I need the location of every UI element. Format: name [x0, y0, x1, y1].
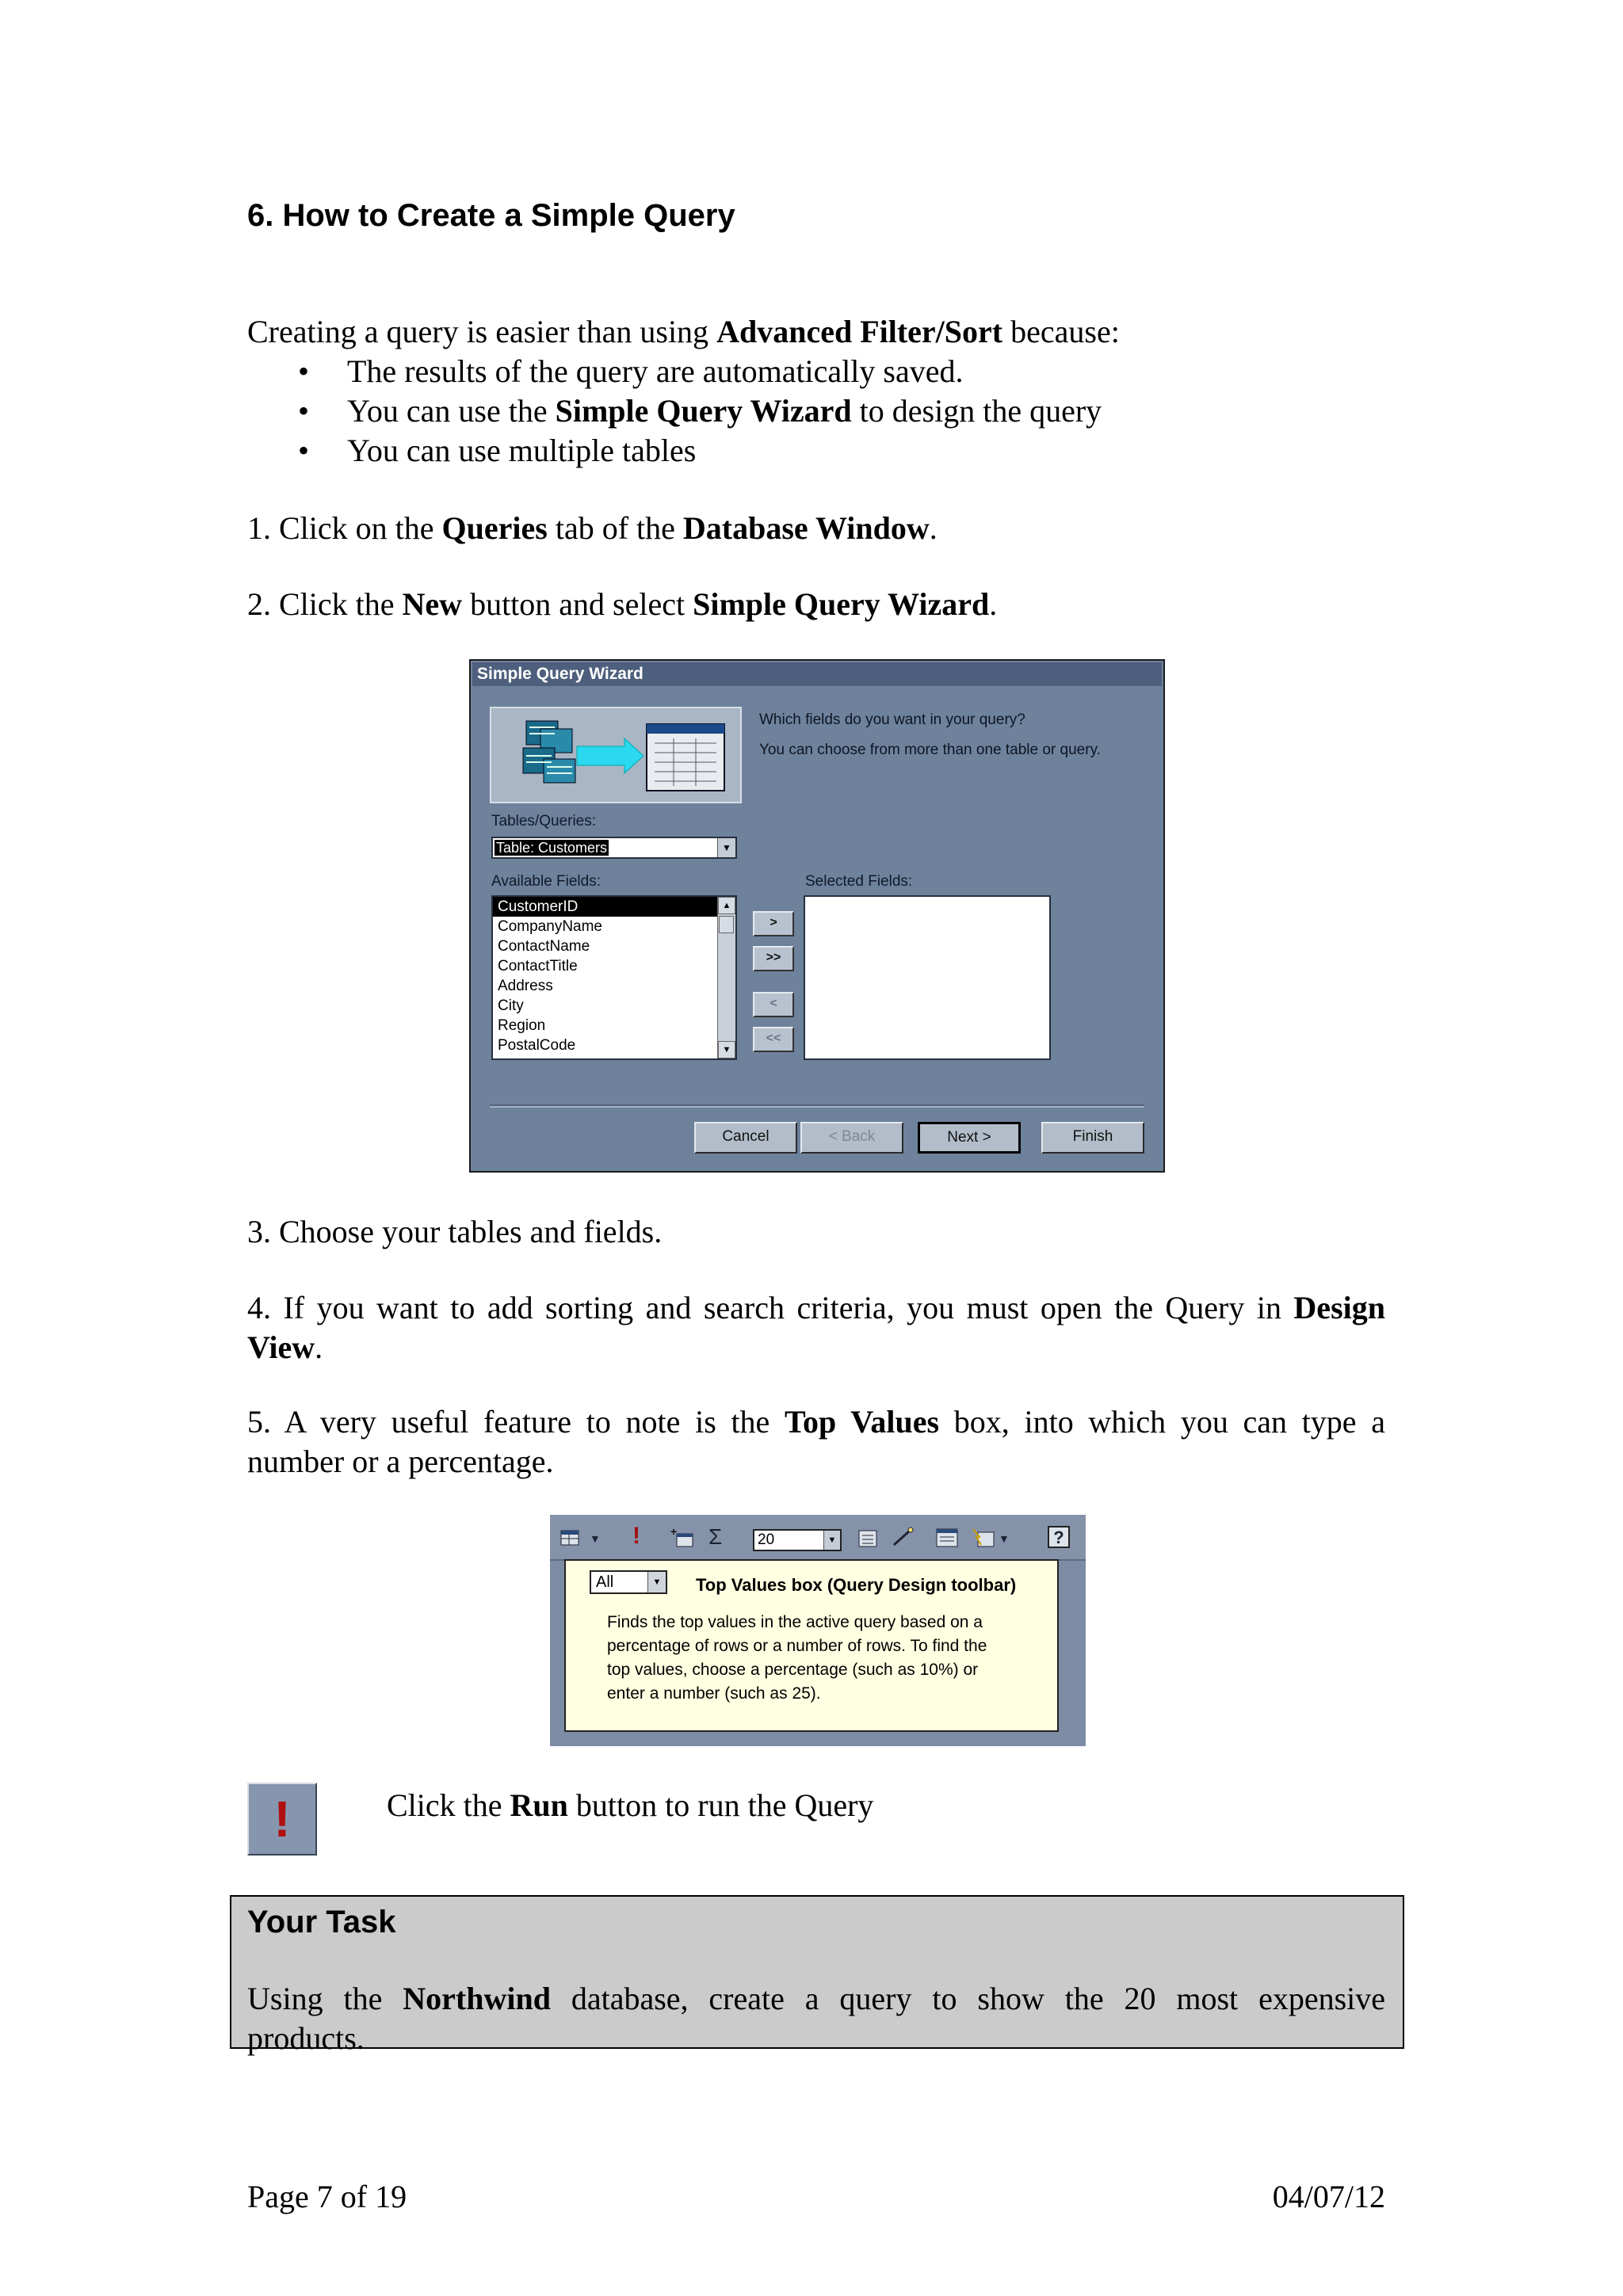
run-bold: Run — [510, 1787, 568, 1823]
tooltip-combo — [590, 1570, 667, 1594]
database-window-icon[interactable] — [934, 1526, 960, 1550]
step-5 — [247, 1402, 1385, 1482]
step-bold: Queries — [441, 510, 548, 546]
step-text: button and select — [462, 586, 693, 622]
step-text: box, into which you can type a — [939, 1404, 1385, 1440]
list-item[interactable]: PostalCode — [498, 1037, 576, 1054]
step-3: 3. Choose your tables and fields. — [247, 1214, 663, 1249]
add-field-button[interactable]: > — [753, 911, 794, 936]
step-bold: View — [247, 1329, 315, 1365]
available-fields-list[interactable] — [491, 895, 737, 1060]
step-text: 1. Click on the — [247, 510, 442, 546]
feature-list — [247, 352, 1102, 471]
list-item — [247, 352, 1102, 391]
tables-to-query-icon — [491, 708, 740, 802]
scroll-thumb[interactable] — [719, 916, 734, 933]
chevron-down-icon[interactable]: ▼ — [717, 838, 735, 857]
wizard-prompt-1: Which fields do you want in your query? — [759, 711, 1025, 728]
chevron-down-icon[interactable]: ▼ — [823, 1531, 840, 1550]
list-item[interactable]: Address — [498, 978, 553, 994]
dialog-title: Simple Query Wizard — [472, 662, 1162, 686]
tooltip-line: percentage of rows or a number of rows. To find the — [607, 1637, 987, 1655]
tooltip-line: top values, choose a percentage (such as 10%) or — [607, 1661, 979, 1679]
list-item-text: You can use multiple tables — [347, 433, 697, 468]
available-fields-label: Available Fields: — [491, 873, 601, 890]
scroll-down-icon[interactable]: ▼ — [718, 1041, 735, 1058]
query-design-toolbar-figure — [550, 1515, 1086, 1746]
step-5-line-1 — [247, 1402, 1385, 1442]
scroll-up-icon[interactable]: ▲ — [718, 897, 735, 914]
top-values-combo[interactable] — [753, 1529, 842, 1551]
step-text: . — [315, 1329, 323, 1365]
totals-icon[interactable]: Σ — [708, 1524, 723, 1549]
step-2 — [247, 585, 997, 624]
chevron-down-icon[interactable]: ▼ — [590, 1532, 601, 1545]
list-item-bold: Simple Query Wizard — [555, 393, 852, 429]
remove-field-button[interactable]: < — [753, 992, 794, 1017]
query-design-toolbar — [550, 1515, 1086, 1561]
list-item[interactable]: CustomerID — [493, 897, 735, 917]
show-table-icon[interactable] — [669, 1526, 696, 1550]
scrollbar[interactable] — [717, 897, 735, 1058]
intro-bold: Advanced Filter/Sort — [716, 314, 1003, 349]
build-icon[interactable] — [889, 1526, 916, 1550]
step-bold: Simple Query Wizard — [693, 586, 990, 622]
task-bold: Northwind — [403, 1981, 551, 2016]
list-item — [247, 391, 1102, 431]
run-instruction — [387, 1786, 873, 1825]
selected-fields-label: Selected Fields: — [805, 873, 913, 890]
run-icon: ! — [273, 1791, 291, 1848]
page-date: 04/07/12 — [1272, 2179, 1385, 2214]
tooltip-title: Top Values box (Query Design toolbar) — [696, 1575, 1017, 1595]
cancel-button[interactable]: Cancel — [694, 1122, 797, 1154]
step-bold: Top Values — [785, 1404, 940, 1440]
step-text: 2. Click the — [247, 586, 403, 622]
tooltip-combo-value: All — [596, 1573, 614, 1591]
page-number: Page 7 of 19 — [247, 2179, 407, 2214]
step-text: tab of the — [547, 510, 683, 546]
list-item[interactable]: ContactTitle — [498, 958, 578, 974]
add-all-fields-button[interactable]: >> — [753, 946, 794, 971]
run-icon[interactable]: ! — [632, 1523, 640, 1549]
list-item[interactable]: ContactName — [498, 938, 590, 955]
list-item-text: The results of the query are automatically saved. — [347, 353, 964, 389]
svg-text:+: + — [670, 1526, 678, 1538]
list-item-text-end: to design the query — [851, 393, 1102, 429]
step-text: . — [989, 586, 998, 622]
section-heading: 6. How to Create a Simple Query — [247, 198, 735, 233]
help-icon[interactable]: ? — [1048, 1526, 1070, 1548]
task-line-2: products. — [247, 2020, 365, 2056]
intro-text: Creating a query is easier than using — [247, 314, 717, 349]
tooltip-line: enter a number (such as 25). — [607, 1684, 821, 1703]
view-icon[interactable] — [559, 1527, 583, 1548]
new-object-icon[interactable] — [970, 1526, 997, 1550]
tooltip-line: Finds the top values in the active query based on a — [607, 1613, 983, 1631]
step-text: 4. If you want to add sorting and search criteria, you must open the Query in — [247, 1290, 1294, 1325]
run-text: Click the — [387, 1787, 510, 1823]
task-text-part: Using the — [247, 1981, 403, 2016]
selected-fields-list[interactable] — [804, 895, 1051, 1060]
step-5-line-2: number or a percentage. — [247, 1444, 554, 1479]
list-item[interactable]: City — [498, 997, 524, 1014]
task-text — [247, 1979, 1385, 2058]
list-item — [247, 431, 1102, 471]
list-item-text: You can use the — [347, 393, 556, 429]
next-button[interactable]: Next > — [918, 1122, 1021, 1154]
run-button[interactable] — [247, 1783, 317, 1855]
step-bold: New — [402, 586, 463, 622]
step-4 — [247, 1288, 1385, 1367]
wizard-illustration — [490, 707, 742, 803]
step-1 — [247, 509, 938, 548]
task-heading: Your Task — [247, 1905, 396, 1939]
step-bold: Design — [1293, 1290, 1385, 1325]
dialog-divider — [490, 1104, 1144, 1108]
properties-icon[interactable] — [856, 1526, 883, 1550]
step-4-line-1 — [247, 1288, 1385, 1328]
your-task-box — [230, 1895, 1404, 2056]
step-bold: Database Window — [682, 510, 930, 546]
run-text-end: button to run the Query — [567, 1787, 874, 1823]
tables-queries-label: Tables/Queries: — [491, 813, 597, 830]
step-text: . — [929, 510, 938, 546]
task-line-1 — [247, 1979, 1385, 2019]
step-4-line-2 — [247, 1328, 1385, 1367]
chevron-down-icon: ▼ — [647, 1572, 666, 1592]
step-text: 5. A very useful feature to note is the — [247, 1404, 785, 1440]
task-text-part: database, create a query to show the 20 most expensive — [550, 1981, 1386, 2016]
intro-paragraph — [247, 312, 1120, 352]
list-item[interactable]: Region — [498, 1017, 546, 1034]
intro-text-end: because: — [1002, 314, 1120, 349]
tables-queries-value: Table: Customers — [496, 840, 608, 856]
list-item[interactable]: CompanyName — [498, 918, 602, 935]
wizard-prompt-2: You can choose from more than one table or query. — [759, 742, 1101, 758]
chevron-down-icon[interactable]: ▼ — [999, 1532, 1010, 1545]
tables-queries-dropdown[interactable] — [491, 837, 737, 859]
back-button[interactable]: < Back — [800, 1122, 903, 1154]
top-values-tooltip — [564, 1559, 1059, 1732]
simple-query-wizard-dialog — [469, 659, 1165, 1173]
remove-all-fields-button[interactable]: << — [753, 1027, 794, 1052]
top-values-value: 20 — [758, 1531, 775, 1548]
finish-button[interactable]: Finish — [1041, 1122, 1144, 1154]
